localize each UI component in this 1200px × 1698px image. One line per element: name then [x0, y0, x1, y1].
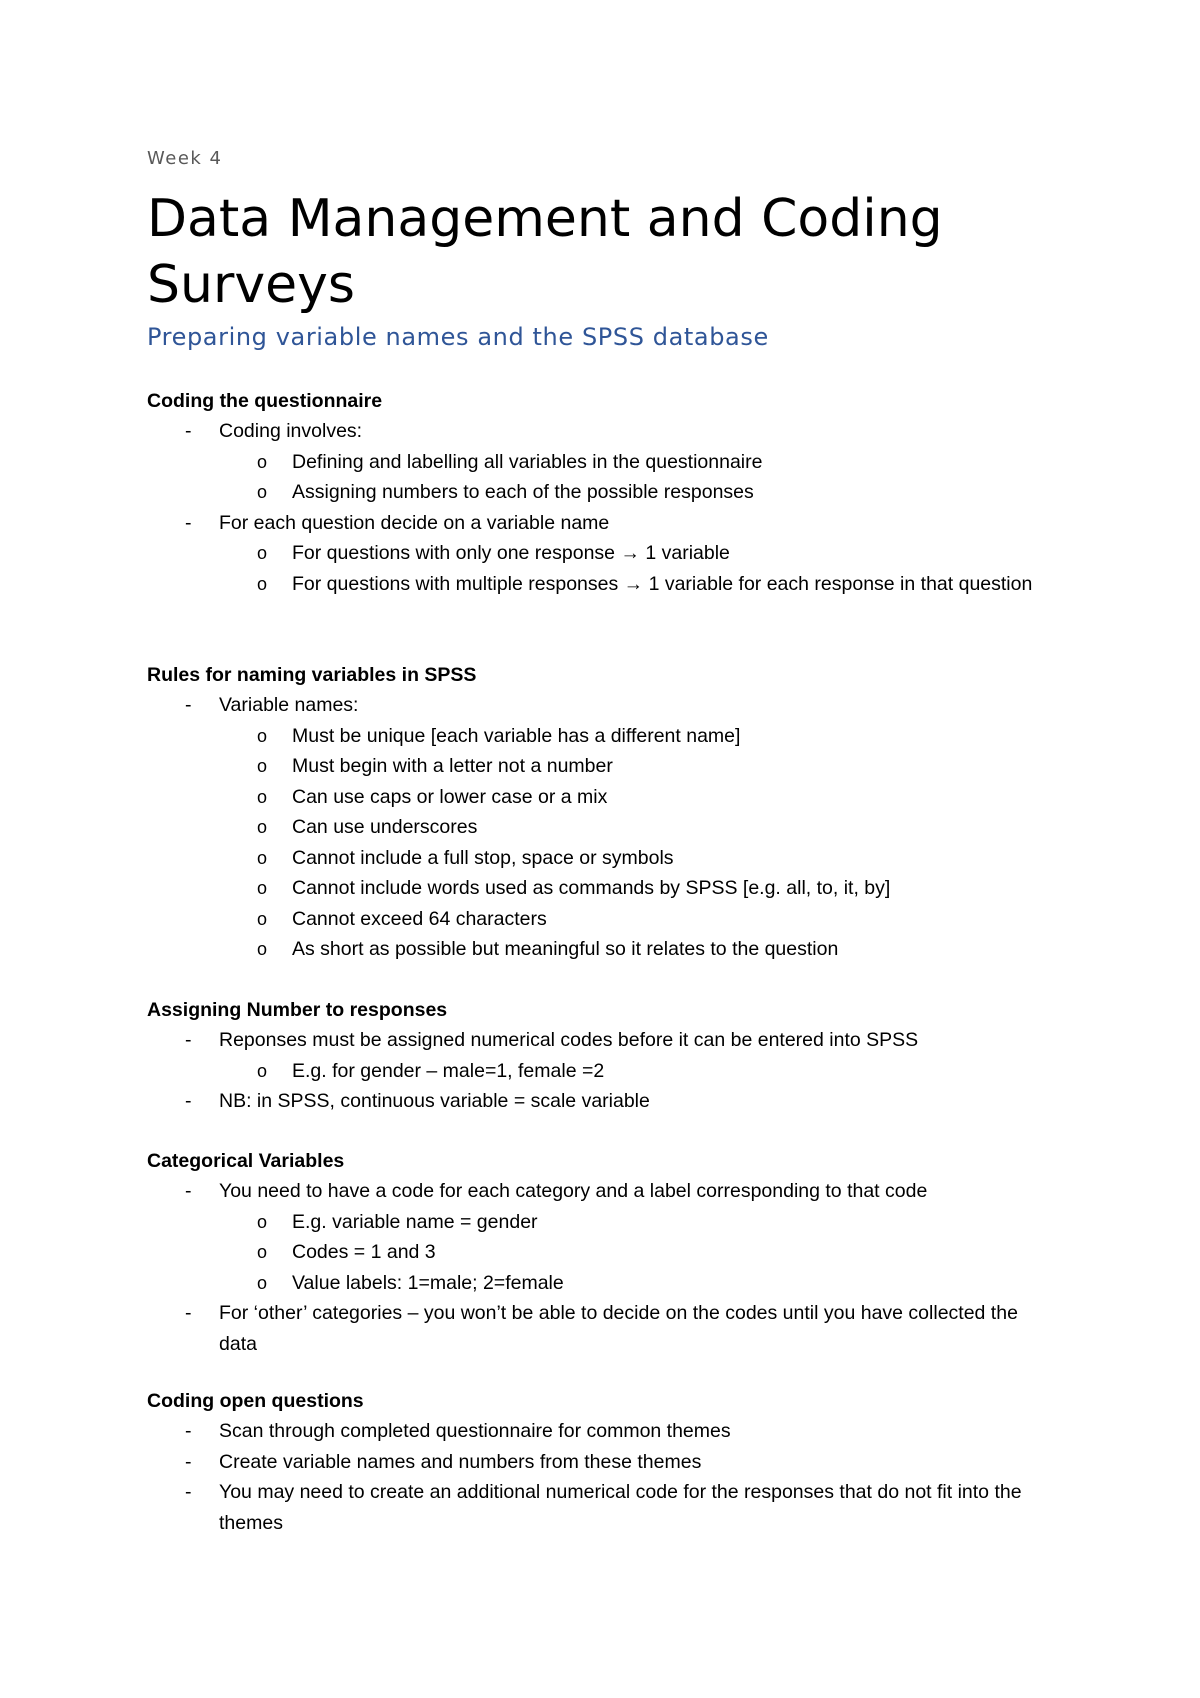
sub-list-item-text: Cannot exceed 64 characters: [292, 907, 547, 930]
sub-list-item: [147, 1268, 1087, 1299]
sub-list-item-text: E.g. variable name = gender: [292, 1210, 538, 1233]
list-item: [147, 1477, 1087, 1538]
text-part: 1 variable for each response in that question: [643, 572, 1033, 595]
dash-bullet: -: [185, 694, 192, 716]
section-naming-rules: [147, 660, 1087, 965]
list-item: [147, 508, 1087, 539]
list-item-text: You need to have a code for each category and a label corresponding to that code: [219, 1180, 928, 1202]
section-coding-questionnaire: [147, 386, 1087, 630]
list-item: [147, 1176, 1087, 1207]
section-heading: Coding open questions: [147, 1390, 364, 1412]
sub-list-item: [147, 751, 1087, 782]
circle-bullet: o: [257, 482, 268, 502]
section-assigning-numbers: [147, 995, 1087, 1117]
sub-list-item-text: As short as possible but meaningful so it relates to the question: [292, 938, 839, 960]
circle-bullet: o: [257, 939, 268, 959]
section-heading: Assigning Number to responses: [147, 999, 448, 1021]
circle-bullet: o: [257, 1272, 268, 1293]
circle-bullet: o: [257, 756, 268, 776]
circle-bullet: o: [257, 573, 268, 594]
page-title: Data Management and Coding Surveys: [147, 189, 943, 315]
text-part: For questions with only one response: [292, 542, 621, 564]
list-item-text: Scan through completed questionnaire for common themes: [219, 1420, 731, 1442]
sub-list-item: [147, 843, 1087, 874]
sub-list-item-text: Codes = 1 and 3: [292, 1241, 436, 1263]
dash-bullet: -: [185, 1450, 192, 1473]
circle-bullet: o: [257, 1211, 268, 1232]
sub-list-item-text: Value labels: 1=male; 2=female: [292, 1271, 564, 1294]
dash-bullet: -: [185, 1302, 192, 1324]
dash-bullet: -: [185, 1180, 192, 1202]
circle-bullet: o: [257, 817, 268, 837]
sub-list-item: [147, 1056, 1087, 1087]
sub-list-item: [147, 934, 1087, 965]
circle-bullet: o: [257, 725, 268, 746]
sub-list-item-text: Cannot include words used as commands by SPSS [e.g. all, to, it, by]: [292, 877, 891, 899]
sub-list-item: [147, 477, 1087, 508]
dash-bullet: -: [185, 1420, 192, 1442]
list-item: [147, 1447, 1087, 1478]
list-item: [147, 1025, 1087, 1056]
section-heading: Rules for naming variables in SPSS: [147, 664, 477, 686]
sub-list-item: [147, 447, 1087, 478]
section-heading: Coding the questionnaire: [147, 390, 383, 412]
list-item-text: NB: in SPSS, continuous variable = scale variable: [219, 1090, 650, 1112]
list-item-text: Create variable names and numbers from these themes: [219, 1450, 702, 1473]
list-item-text: You may need to create an additional numerical code for the responses that do not fit into the themes: [219, 1481, 1022, 1534]
list-item-text: Reponses must be assigned numerical codes before it can be entered into SPSS: [219, 1029, 919, 1051]
sub-list-item-text: Can use underscores: [292, 816, 478, 838]
circle-bullet: o: [257, 847, 268, 868]
circle-bullet: o: [257, 543, 268, 563]
sub-list-item-text: Must be unique [each variable has a different name]: [292, 724, 741, 747]
sub-list-item: [147, 1207, 1087, 1238]
week-label: Week 4: [147, 148, 223, 169]
list-item: [147, 690, 1087, 721]
sub-list-item-text: [292, 538, 1082, 569]
circle-bullet: o: [257, 908, 268, 929]
section-heading: Categorical Variables: [147, 1150, 345, 1172]
dash-bullet: -: [185, 1481, 192, 1503]
sub-list-item: [147, 569, 1087, 630]
dash-bullet: -: [185, 1029, 192, 1051]
sub-list-item: [147, 782, 1087, 813]
sub-list-item-text: Can use caps or lower case or a mix: [292, 785, 608, 808]
sub-list-item-text: Assigning numbers to each of the possible responses: [292, 481, 754, 503]
arrow-right-icon: →: [623, 572, 644, 595]
sub-list-item: [147, 812, 1087, 843]
section-open-questions: [147, 1386, 1087, 1538]
section-categorical-variables: [147, 1146, 1087, 1359]
list-item: [147, 1298, 1087, 1359]
sub-list-item-text: E.g. for gender – male=1, female =2: [292, 1059, 605, 1082]
sub-list-item: [147, 721, 1087, 752]
sub-list-item: [147, 873, 1087, 904]
sub-list-item-text: Cannot include a full stop, space or symbols: [292, 846, 674, 869]
sub-list-item: [147, 904, 1087, 935]
list-item-text: Variable names:: [219, 694, 359, 716]
sub-list-item-text: Defining and labelling all variables in the questionnaire: [292, 450, 763, 473]
arrow-right-icon: →: [620, 542, 640, 564]
dash-bullet: -: [185, 420, 192, 442]
sub-list-item: [147, 538, 1087, 569]
list-item-text: Coding involves:: [219, 420, 363, 442]
list-item-text: For ‘other’ categories – you won’t be able to decide on the codes until you have collected the data: [219, 1302, 1018, 1355]
dash-bullet: -: [185, 1090, 192, 1112]
page-subtitle: Preparing variable names and the SPSS database: [147, 323, 769, 351]
circle-bullet: o: [257, 451, 268, 472]
text-part: For questions with multiple responses: [292, 572, 624, 595]
dash-bullet: -: [185, 511, 192, 534]
list-item-text: For each question decide on a variable name: [219, 511, 610, 534]
sub-list-item-text: [292, 569, 1082, 600]
circle-bullet: o: [257, 786, 268, 807]
list-item: [147, 1086, 1087, 1117]
sub-list-item: [147, 1237, 1087, 1268]
list-item: [147, 416, 1087, 447]
list-item: [147, 1416, 1087, 1447]
text-part: 1 variable: [639, 542, 730, 564]
sub-list-item-text: Must begin with a letter not a number: [292, 755, 613, 777]
circle-bullet: o: [257, 878, 268, 898]
circle-bullet: o: [257, 1060, 268, 1081]
circle-bullet: o: [257, 1242, 268, 1262]
